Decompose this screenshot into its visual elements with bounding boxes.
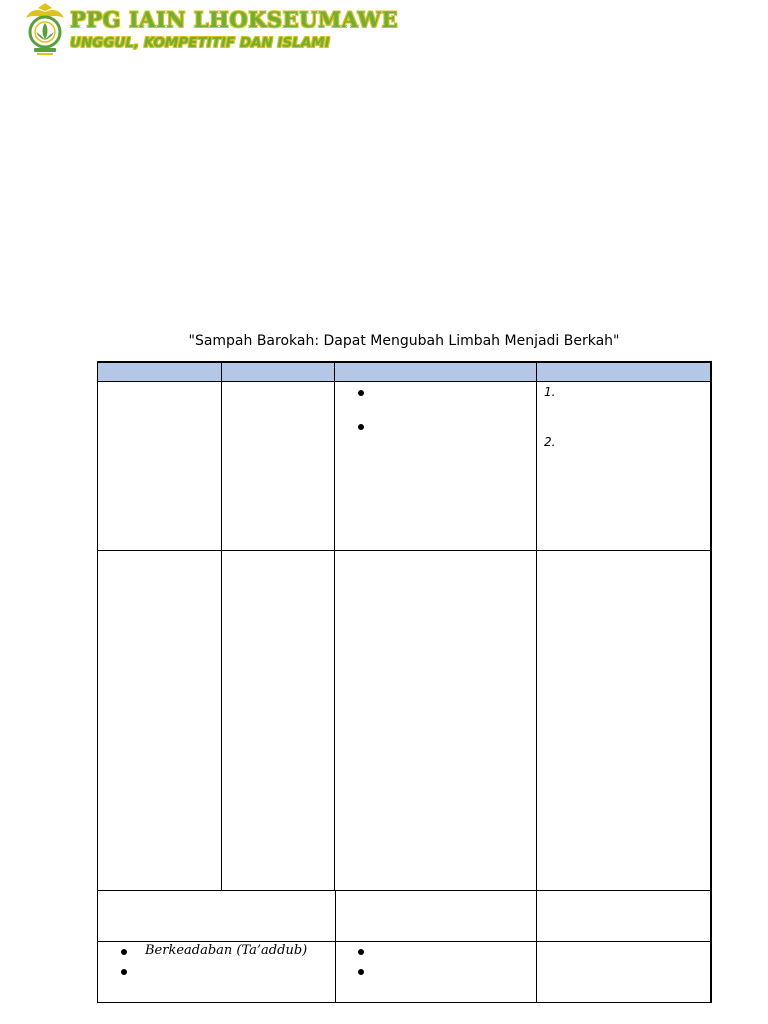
table-col-divider-3	[536, 361, 537, 1003]
table-col-divider-2	[334, 361, 335, 891]
list-item: Berkeadaban (Ta’addub)	[145, 943, 308, 958]
table-col-divider-1	[221, 361, 222, 891]
table-col-divider-2b	[335, 890, 336, 1003]
table-border-bottom	[97, 1002, 712, 1003]
table-header-row	[98, 362, 711, 381]
table-border-right	[710, 361, 712, 1003]
institution-name: PPG IAIN LHOKSEUMAWE	[70, 7, 398, 32]
letterhead	[22, 2, 402, 60]
table-border-left	[97, 361, 98, 1003]
list-bullet	[358, 969, 364, 975]
table-header-bottom	[97, 381, 712, 382]
table-row2-bottom	[97, 890, 712, 891]
list-number: 1.	[544, 385, 556, 399]
institution-tagline: UNGGUL, KOMPETITIF DAN ISLAMI	[70, 35, 330, 51]
document-title: "Sampah Barokah: Dapat Mengubah Limbah Menjadi Berkah"	[188, 333, 620, 349]
table-border-top	[97, 361, 712, 363]
list-number: 2.	[544, 435, 556, 449]
iain-lhokseumawe-seal-icon	[22, 2, 68, 58]
list-bullet	[358, 949, 364, 955]
list-bullet	[121, 949, 127, 955]
list-bullet	[121, 969, 127, 975]
list-bullet	[358, 390, 364, 396]
table-row1-bottom	[97, 550, 712, 551]
table-row3-bottom	[97, 941, 712, 942]
list-bullet	[358, 424, 364, 430]
